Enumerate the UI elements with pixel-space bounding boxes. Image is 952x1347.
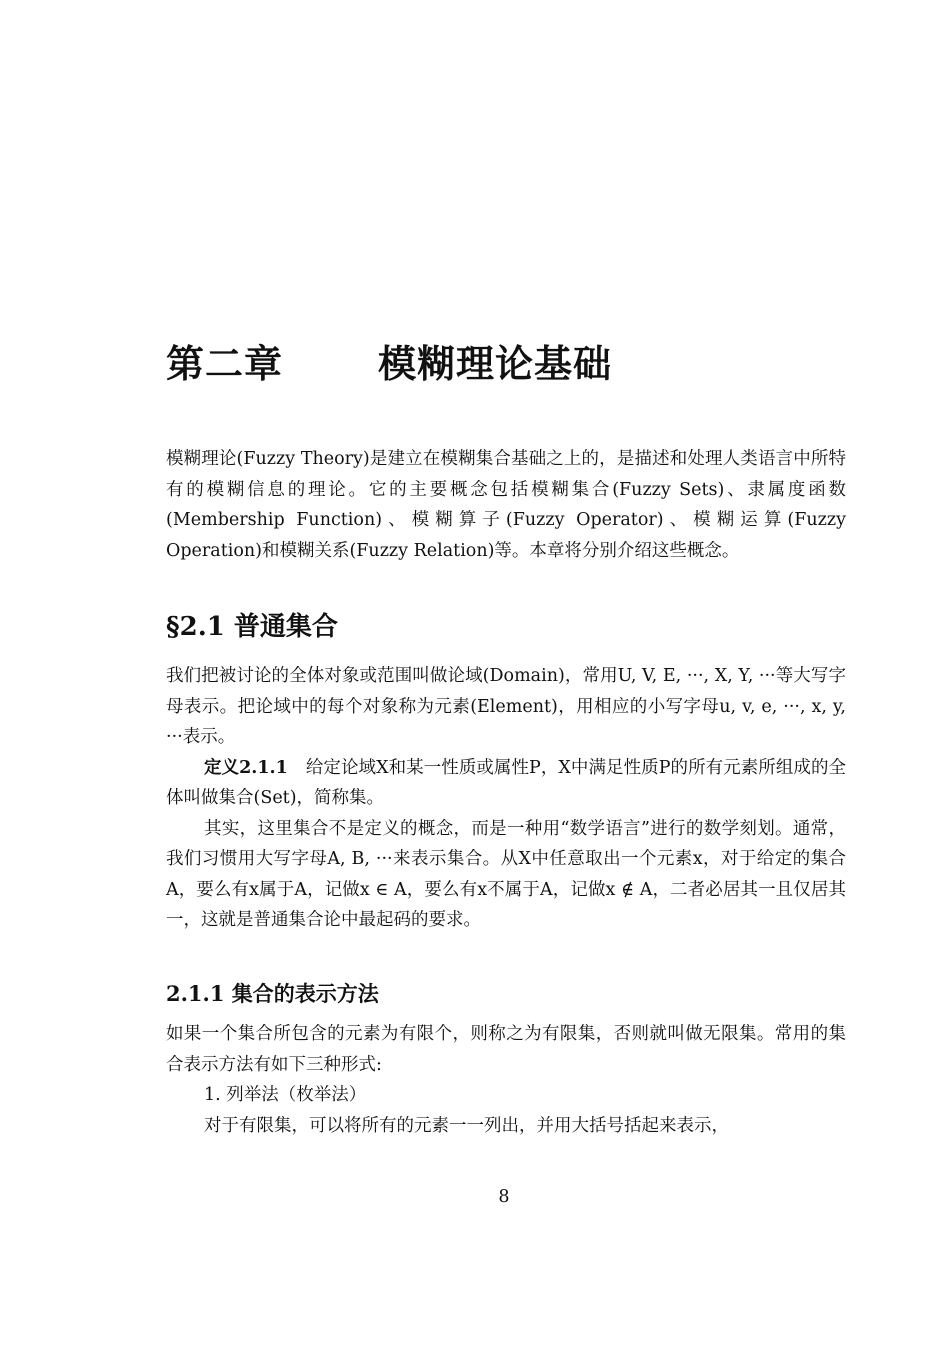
subsection-body	[166, 1019, 846, 1141]
chapter-name: 模糊理论基础	[378, 341, 613, 386]
section-heading: §2.1 普通集合	[166, 612, 338, 642]
section-paragraph-1: 我们把被讨论的全体对象或范围叫做论域(Domain)，常用U, V, E, ···, X, Y, ···等大写字母表示。把论域中的每个对象称为元素(Element)，用相应的小写字母u, v, e, ···, x, y, ···表示。	[166, 666, 846, 747]
page-number: 8	[498, 1187, 510, 1207]
subsection-paragraph-2: 对于有限集，可以将所有的元素一一列出，并用大括号括起来表示，	[204, 1115, 729, 1136]
list-item-1: 1. 列举法（枚举法）	[204, 1085, 367, 1105]
section-body	[166, 661, 846, 936]
chapter-title	[166, 333, 612, 388]
definition-text: 给定论域X和某一性质或属性P，X中满足性质P的所有元素所组成的全体叫做集合(Set)，简称集。	[166, 757, 846, 808]
subsection-paragraph-1: 如果一个集合所包含的元素为有限个，则称之为有限集，否则就叫做无限集。常用的集合表示方法有如下三种形式:	[166, 1024, 846, 1075]
intro-paragraph: 模糊理论(Fuzzy Theory)是建立在模糊集合基础之上的，是描述和处理人类语言中所特有的模糊信息的理论。它的主要概念包括模糊集合(Fuzzy Sets)、隶属度函数(Membership Function)、模糊算子(Fuzzy Operator)、模糊运算(Fuzzy Operation)和模糊关系(Fuzzy Relation)等。本章将分别介绍这些概念。	[166, 449, 846, 561]
chapter-number: 第二章	[166, 341, 284, 386]
intro-section	[166, 444, 846, 566]
section-paragraph-2: 其实，这里集合不是定义的概念，而是一种用“数学语言”进行的数学刻划。通常，我们习惯用大写字母A, B, ···来表示集合。从X中任意取出一个元素x，对于给定的集合A，要么有x属于A，记做x ∈ A，要么有x不属于A，记做x ∉ A，二者必居其一且仅居其一，这就是普通集合论中最起码的要求。	[166, 818, 846, 930]
subsection-heading: 2.1.1 集合的表示方法	[166, 981, 379, 1006]
definition-paragraph	[166, 753, 846, 814]
definition-label: 定义2.1.1	[204, 757, 288, 778]
